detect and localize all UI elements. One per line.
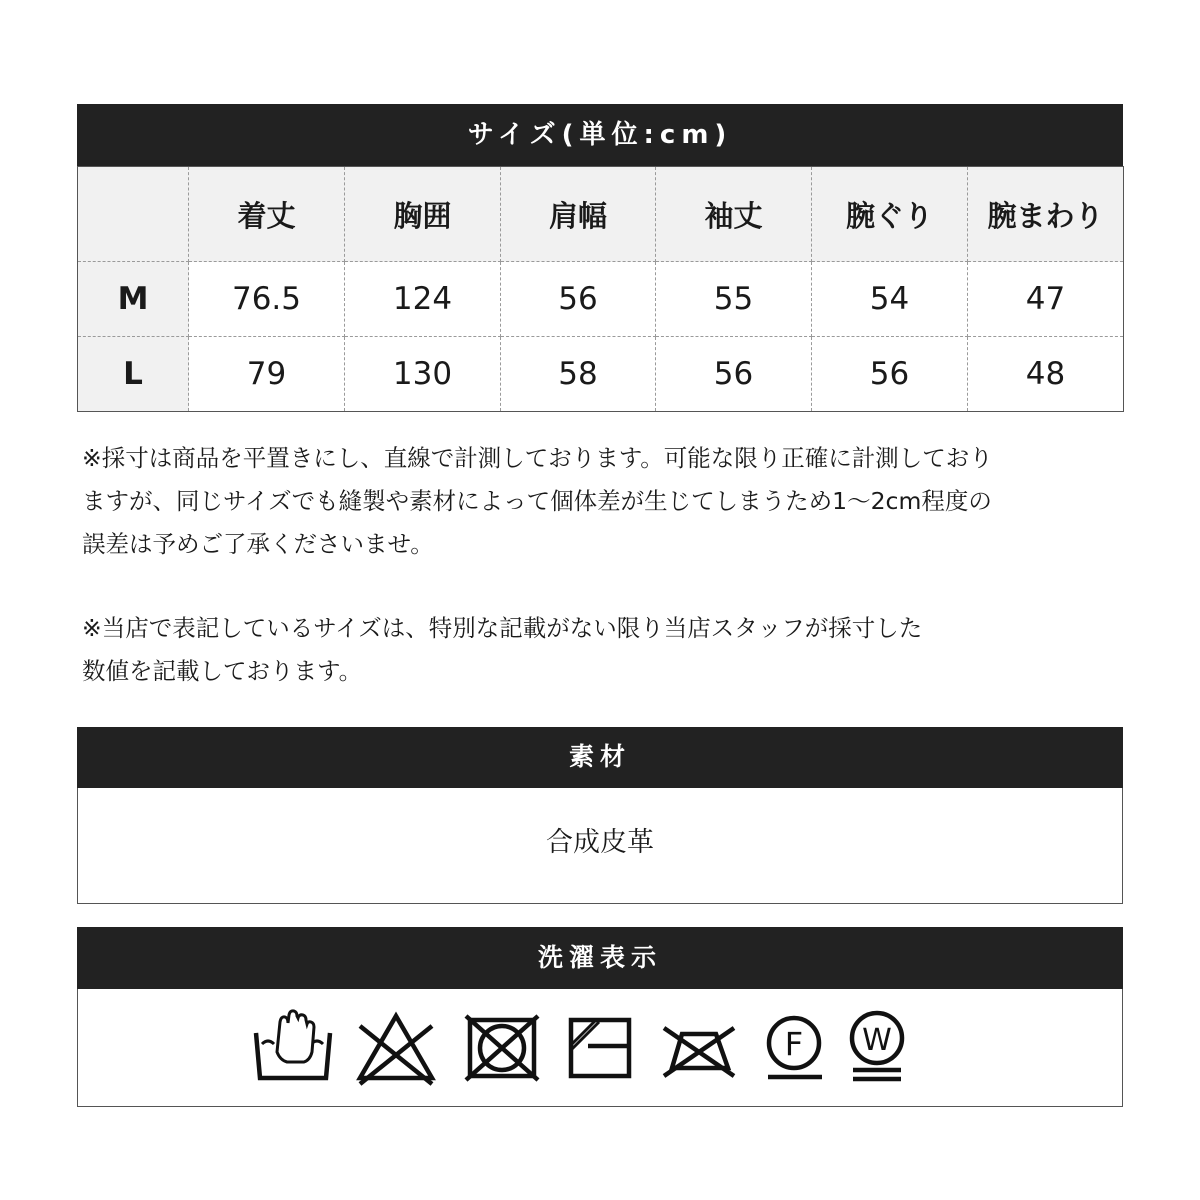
no-tumble-dry-icon: [466, 1016, 538, 1080]
table-cell: 130: [345, 337, 501, 412]
column-header: 着丈: [189, 167, 345, 262]
table-cell: 56: [812, 337, 968, 412]
table-cell: 124: [345, 262, 501, 337]
table-cell: 47: [968, 262, 1124, 337]
no-bleach-icon: [360, 1016, 432, 1084]
size-table-corner: [78, 167, 189, 262]
care-section-header: 洗濯表示: [77, 927, 1123, 989]
table-cell: 54: [812, 262, 968, 337]
note-line: 数値を記載しております。: [82, 657, 363, 685]
table-cell: 48: [968, 337, 1124, 412]
measurement-note: [82, 437, 993, 566]
note-line: ますが、同じサイズでも縫製や素材によって個体差が生じてしまうため1〜2cm程度の: [82, 487, 992, 515]
table-cell: 56: [656, 337, 812, 412]
hand-wash-icon: [256, 1011, 330, 1078]
column-header: 腕まわり: [968, 167, 1124, 262]
table-cell: 76.5: [189, 262, 345, 337]
no-iron-icon: [664, 1028, 734, 1076]
dry-clean-f-icon: [768, 1018, 822, 1077]
material-value: 合成皮革: [77, 788, 1123, 904]
material-section-header: 素材: [77, 727, 1123, 788]
note-line: ※採寸は商品を平置きにし、直線で計測しております。可能な限り正確に計測しており: [82, 444, 993, 472]
note-line: ※当店で表記しているサイズは、特別な記載がない限り当店スタッフが採寸した: [82, 614, 923, 642]
column-header: 肩幅: [501, 167, 656, 262]
table-row: [78, 262, 1124, 337]
care-icons: [250, 1008, 910, 1088]
wet-clean-w-icon: [852, 1013, 902, 1079]
size-table-header-row: [78, 167, 1124, 262]
table-row: [78, 337, 1124, 412]
size-source-note: [82, 607, 922, 693]
table-cell: 56: [501, 262, 656, 337]
table-cell: 55: [656, 262, 812, 337]
column-header: 胸囲: [345, 167, 501, 262]
row-label: L: [78, 337, 189, 412]
size-section-header: サイズ(単位:cm): [77, 104, 1123, 166]
table-cell: 79: [189, 337, 345, 412]
wet-clean-letter: W: [862, 1023, 892, 1058]
note-line: 誤差は予めご了承くださいませ。: [82, 530, 434, 558]
dry-clean-letter: F: [784, 1025, 804, 1063]
size-table: [77, 166, 1124, 412]
line-dry-shade-icon: [571, 1020, 629, 1076]
row-label: M: [78, 262, 189, 337]
column-header: 袖丈: [656, 167, 812, 262]
column-header: 腕ぐり: [812, 167, 968, 262]
table-cell: 58: [501, 337, 656, 412]
